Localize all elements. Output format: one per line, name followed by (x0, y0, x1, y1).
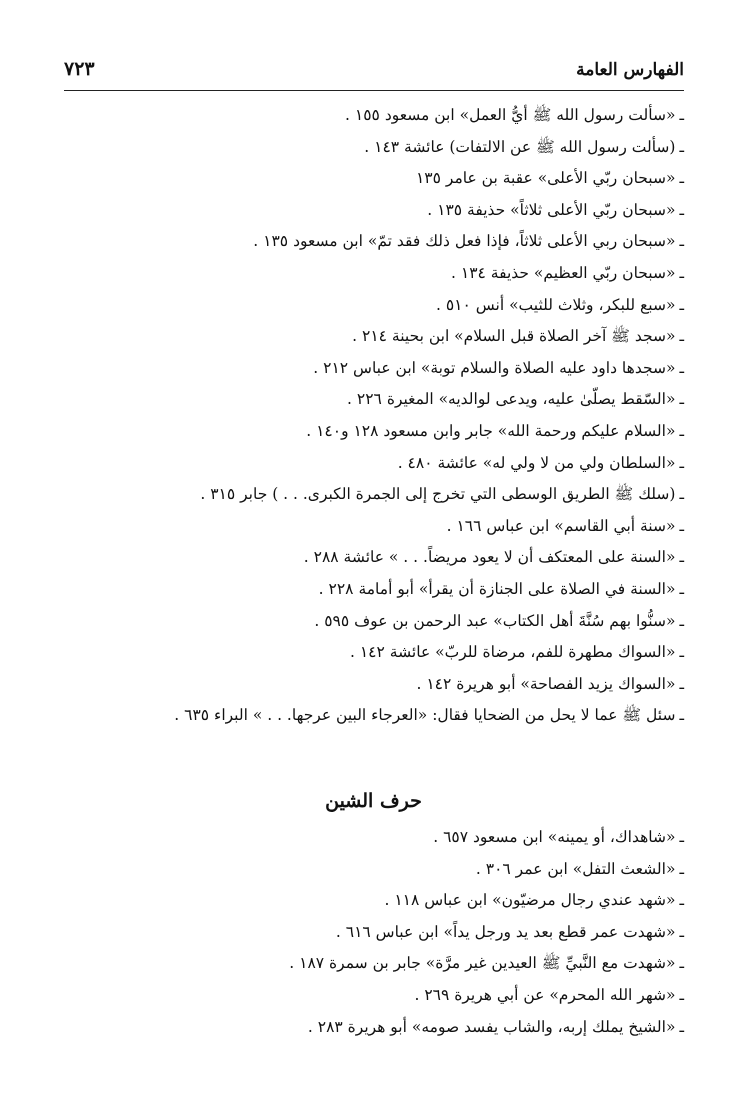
entry-text: «الشيخ يملك إربه، والشاب يفسد صومه» أبو هريرة ٢٨٣ . (307, 1017, 676, 1036)
entry-dash: ـ (679, 453, 684, 472)
entry-dash: ـ (679, 327, 684, 346)
entry-dash: ـ (679, 358, 684, 377)
entry-text: «السلطان ولي من لا ولي له» عائشة ٤٨٠ . (397, 453, 676, 472)
entry-text: «سبع للبكر، وثلاث للثيب» أنس ٥١٠ . (435, 295, 676, 314)
entry-dash: ـ (679, 137, 684, 156)
section-heading (0, 790, 747, 812)
header-title: الفهارس العامة (576, 60, 684, 80)
index-entry (64, 100, 684, 132)
entry-dash: ـ (679, 674, 684, 693)
entry-text: «سنة أبي القاسم» ابن عباس ١٦٦ . (446, 516, 676, 535)
index-entry (64, 574, 684, 606)
entry-dash: ـ (679, 579, 684, 598)
entry-text: «شهد عندي رجال مرضيّون» ابن عباس ١١٨ . (384, 891, 676, 910)
entry-text: «سنُّوا بهم سُنَّةَ أهل الكتاب» عبد الرحمن بن عوف ٥٩٥ . (314, 611, 676, 630)
index-entry (64, 226, 684, 258)
entry-dash: ـ (679, 232, 684, 251)
entry-text: «شاهداك، أو يمينه» ابن مسعود ٦٥٧ . (433, 828, 676, 846)
index-entry (64, 258, 684, 290)
entry-text: «سألت رسول الله ﷺ أيُّ العمل» ابن مسعود ١٥٥ . (345, 106, 676, 124)
index-entry (64, 980, 684, 1012)
entry-text: «شهدت مع النَّبيِّ ﷺ العيدين غير مرَّة» جابر بن سمرة ١٨٧ . (289, 954, 676, 973)
entry-text: (سلك ﷺ الطريق الوسطى التي تخرج إلى الجمرة الكبرى. . . ) جابر ٣١٥ . (200, 485, 676, 504)
entry-dash: ـ (679, 954, 684, 973)
index-list-shin (64, 822, 684, 1043)
entry-text: «سجدها داود عليه الصلاة والسلام توبة» ابن عباس ٢١٢ . (313, 358, 676, 377)
index-entry (64, 511, 684, 543)
index-entry (64, 290, 684, 322)
entry-dash: ـ (679, 421, 684, 440)
entry-dash: ـ (679, 611, 684, 630)
entry-text: (سألت رسول الله ﷺ عن الالتفات) عائشة ١٤٣ . (364, 137, 676, 156)
entry-dash: ـ (679, 828, 684, 846)
page-number: ٧٢٣ (64, 58, 95, 80)
index-entry (64, 448, 684, 480)
index-entry (64, 637, 684, 669)
index-entry (64, 606, 684, 638)
entry-dash: ـ (679, 548, 684, 567)
entry-dash: ـ (679, 106, 684, 124)
entry-dash: ـ (679, 643, 684, 662)
entry-dash: ـ (679, 485, 684, 504)
entry-dash: ـ (679, 169, 684, 188)
entry-dash: ـ (679, 922, 684, 941)
index-entry (64, 195, 684, 227)
entry-text: «سجد ﷺ آخر الصلاة قبل السلام» ابن بحينة ٢١٤ . (352, 327, 676, 346)
entry-text: «السنة في الصلاة على الجنازة أن يقرأ» أبو أمامة ٢٢٨ . (318, 579, 676, 598)
section-heading-text: حرف الشين (325, 790, 422, 812)
index-entry (64, 321, 684, 353)
entry-dash: ـ (679, 859, 684, 878)
index-entry (64, 353, 684, 385)
entry-text: «شهر الله المحرم» عن أبي هريرة ٢٦٩ . (414, 985, 676, 1004)
index-entry (64, 669, 684, 701)
index-entry (64, 885, 684, 917)
entry-dash: ـ (679, 891, 684, 910)
page-header (64, 60, 684, 91)
entry-dash: ـ (679, 390, 684, 409)
entry-text: «سبحان ربّي العظيم» حذيفة ١٣٤ . (451, 263, 676, 282)
index-entry (64, 416, 684, 448)
entry-dash: ـ (679, 200, 684, 219)
index-entry (64, 948, 684, 980)
entry-dash: ـ (679, 1017, 684, 1036)
entry-text: «السواك يزيد الفصاحة» أبو هريرة ١٤٢ . (416, 674, 676, 693)
entry-text: «السلام عليكم ورحمة الله» جابر وابن مسعود ١٢٨ و١٤٠ . (306, 421, 676, 440)
entry-text: «سبحان ربّي الأعلى ثلاثاً» حذيفة ١٣٥ . (427, 200, 676, 219)
entry-dash: ـ (679, 263, 684, 282)
entry-dash: ـ (679, 295, 684, 314)
index-entry (64, 542, 684, 574)
entry-text: «شهدت عمر قطع بعد يد ورجل يداً» ابن عباس ٦١٦ . (335, 922, 676, 941)
entry-text: «سبحان ربّي الأعلى» عقبة بن عامر ١٣٥ (415, 169, 676, 188)
entry-dash: ـ (679, 706, 684, 725)
index-entry (64, 917, 684, 949)
entry-dash: ـ (679, 516, 684, 535)
index-entry (64, 822, 684, 854)
entry-text: سئل ﷺ عما لا يحل من الضحايا فقال: «العرجاء البين عرجها. . . » البراء ٦٣٥ . (174, 706, 676, 725)
index-entry (64, 1012, 684, 1044)
entry-text: «سبحان ربي الأعلى ثلاثاً، فإذا فعل ذلك فقد تمّ» ابن مسعود ١٣٥ . (253, 232, 676, 251)
entry-dash: ـ (679, 985, 684, 1004)
entry-text: «السواك مطهرة للفم، مرضاة للربّ» عائشة ١٤٢ . (350, 643, 676, 662)
index-entry (64, 479, 684, 511)
index-entry (64, 163, 684, 195)
entry-text: «السنة على المعتكف أن لا يعود مريضاً. . . » عائشة ٢٨٨ . (303, 548, 676, 567)
entry-text: «الشعث التفل» ابن عمر ٣٠٦ . (475, 859, 676, 878)
index-entry (64, 700, 684, 732)
index-list-sin (64, 100, 684, 732)
index-entry (64, 384, 684, 416)
index-entry (64, 132, 684, 164)
index-entry (64, 854, 684, 886)
entry-text: «السّقط يصلّىٰ عليه، ويدعى لوالديه» المغيرة ٢٢٦ . (347, 390, 676, 409)
